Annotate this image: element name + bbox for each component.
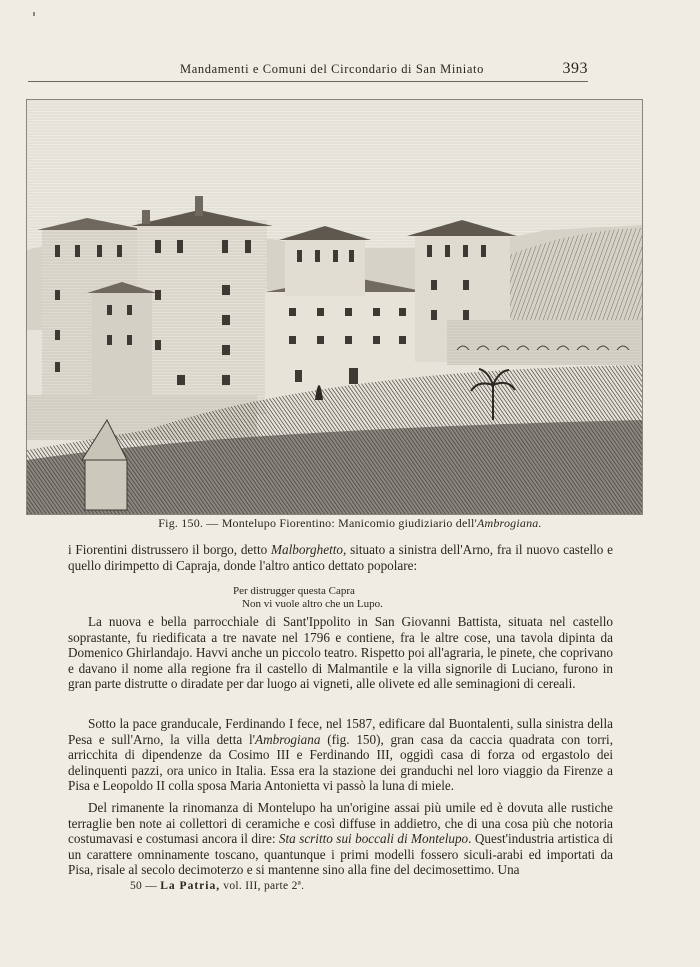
engraving-figure [26, 99, 643, 515]
running-header [28, 60, 588, 78]
verse-line-2: Non vi vuole altro che un Lupo. [242, 598, 383, 610]
header-title: Mandamenti e Comuni del Circondario di San Miniato [180, 62, 484, 76]
footer-title: La Patria, [160, 880, 221, 892]
caption-text: Fig. 150. — Montelupo Fiorentino: Manicomio giudiziario dell' [158, 516, 477, 530]
figure-caption [0, 516, 700, 531]
p4-text-a: Del rimanente la rinomanza di Montelupo ha un'origine assai più umile ed è dovuta alle rustiche terraglie ben note ai collettori di ceramiche e così diffuse in addietro, che di una cosa più che notoria costumavasi e costumasi ancora il dire: [68, 800, 613, 847]
page-footer [130, 880, 304, 892]
verse-line-1: Per distrugger questa Capra [233, 585, 355, 597]
p4-italic: Sta scritto sui boccali di Montelupo [278, 831, 469, 847]
p1-text-a: i Fiorentini distrussero il borgo, detto [68, 542, 271, 557]
p3-text-c: (fig. 150), gran casa da caccia quadrata con torri, arricchita di dipendenze da Cosimo III e Ferdinando III, oggidì casa di forza od ergastolo dei delinquenti pazzi, ora unico in Italia. Essa era la stazione dei granduchi nel loro viaggio da Firenze a Pisa e Leopoldo II colla sposa Maria Antonietta vi passò la luna di miele. [68, 731, 614, 794]
p4-text-c: . Quest'industria artistica di un carattere omninamente toscano, quantunque i primi modelli fossero siculi-arabi ed importati da Pisa, risale al secolo decimoterzo e si mantenne sino alla fine del decimosettimo. Una [68, 831, 613, 878]
margin-mark [33, 12, 35, 16]
page-number: 393 [562, 60, 588, 77]
p3-italic: Ambrogiana [255, 731, 321, 747]
p1-text-c: , situato a sinistra dell'Arno, fra il nuovo castello e quello dirimpetto di Capraja, donde l'altro antico dettato popolare: [68, 542, 614, 573]
paragraph-4 [68, 800, 613, 878]
engraving-illustration [27, 100, 642, 514]
p3-text-a: Sotto la pace granducale, Ferdinando I fece, nel 1587, edificare dal Buontalenti, sulla sinistra della Pesa e sull'Arno, la villa detta l' [68, 716, 613, 747]
paragraph-1 [68, 542, 613, 573]
caption-italic: Ambrogiana. [476, 516, 542, 530]
footer-volume: vol. III, parte 2ª. [223, 880, 305, 892]
header-rule [28, 81, 588, 82]
p1-italic: Malborghetto [270, 542, 344, 557]
footer-signature: 50 — [130, 880, 158, 892]
paragraph-3 [68, 716, 613, 794]
paragraph-2: La nuova e bella parrocchiale di Sant'Ippolito in San Giovanni Battista, situata nel castello soprastante, fu riedificata a tre navate nel 1796 e contiene, fra le altre cose, una tavola dipinta da Domenico Ghirlandajo. Havvi anche un piccolo teatro. Rispetto poi all'agraria, le pinete, che coprivano e davano il nome alla regione fra il castello di Malmantile e la villa signorile di Luciano, furono in gran parte distrutte o diradate per dar luogo ai vigneti, alle olivete ed alle seminagioni di cereali. [68, 614, 613, 692]
